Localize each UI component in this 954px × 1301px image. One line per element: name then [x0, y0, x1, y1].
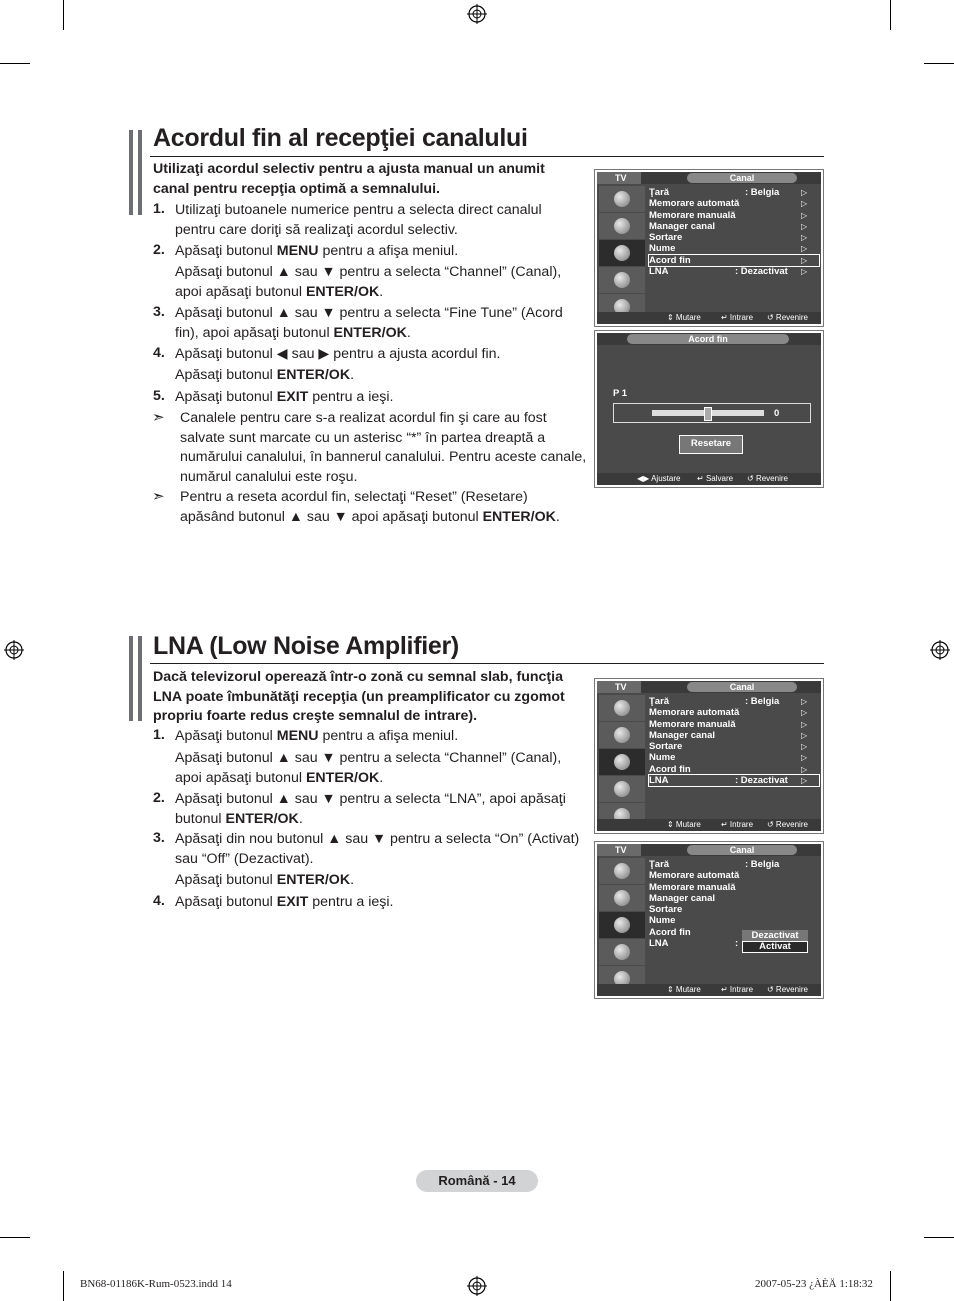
- step-number: 3.: [153, 830, 165, 846]
- note-text: Canalele pentru care s-a realizat acordul fin şi care au fost: [180, 410, 547, 426]
- arrow-right-icon: ▷: [801, 697, 808, 706]
- intro-line: Dacă televizorul operează într-o zonă cu semnal slab, funcţia: [153, 669, 563, 685]
- back-hint: ↺ Revenire: [767, 985, 808, 994]
- arrow-right-icon: ▷: [801, 764, 808, 774]
- osd-footer: [597, 819, 821, 831]
- step-text: Apăsaţi butonul ENTER/OK.: [175, 367, 355, 383]
- intro-line: propriu foarte redus creşte semnalul de intrare).: [153, 708, 478, 724]
- option-off[interactable]: Dezactivat: [742, 930, 808, 941]
- osd-footer: [597, 312, 821, 324]
- note-text: salvate sunt marcate cu un asterisc “*” în partea dreaptă a: [180, 429, 546, 446]
- intro-line: LNA poate îmbunătăţi recepţia (un preamplificator cu zgomot: [153, 688, 565, 705]
- osd-menu-item[interactable]: Memorare manuală ▷: [649, 718, 808, 730]
- osd-menu-item[interactable]: Memorare manuală ▷: [649, 209, 808, 221]
- section-rule: [150, 156, 824, 157]
- registration-mark-icon: [467, 4, 487, 24]
- menu-category-icon[interactable]: [599, 240, 645, 266]
- registration-mark-icon: [467, 1276, 487, 1296]
- arrow-right-icon: ▷: [801, 753, 808, 763]
- tv-label: TV: [597, 172, 641, 184]
- crop-mark: [63, 0, 64, 30]
- section-title: LNA (Low Noise Amplifier): [153, 632, 459, 660]
- osd-menu-item[interactable]: Acord fin ▷: [649, 255, 819, 266]
- note-text: apăsând butonul ▲ sau ▼ apoi apăsaţi butonul ENTER/OK.: [180, 508, 560, 525]
- back-hint: ↺ Revenire: [767, 313, 808, 322]
- move-hint: ⇕ Mutare: [667, 313, 701, 322]
- note-text: numărului canalului, în bannerul canalului. Pentru aceste canale,: [180, 449, 587, 465]
- crop-mark: [890, 0, 891, 30]
- enter-hint: ↵ Intrare: [721, 820, 754, 829]
- reset-button[interactable]: Resetare: [679, 435, 743, 454]
- osd-menu-item[interactable]: Manager canal ▷: [649, 729, 808, 741]
- step-text: apoi apăsaţi butonul ENTER/OK.: [175, 769, 384, 786]
- osd-menu-item[interactable]: Manager canal ▷: [649, 220, 808, 232]
- tv-label: TV: [597, 844, 641, 856]
- step-number: 1.: [153, 201, 165, 217]
- step-text: Apăsaţi butonul MENU pentru a afişa meniul.: [175, 243, 459, 259]
- osd-menu-item[interactable]: Acord fin: [649, 926, 691, 938]
- osd-title: Canal: [687, 682, 797, 692]
- arrow-right-icon: ▷: [801, 233, 808, 243]
- save-hint: ↵ Salvare: [697, 474, 734, 483]
- fine-tune-slider-box[interactable]: [613, 403, 811, 423]
- crop-mark: [924, 63, 954, 64]
- note-icon: ➣: [152, 409, 165, 426]
- menu-category-icon[interactable]: [599, 267, 645, 293]
- osd-menu-item[interactable]: Memorare manuală: [649, 881, 736, 893]
- osd-menu-item[interactable]: Sortare ▷: [649, 741, 808, 753]
- crop-mark: [924, 1237, 954, 1238]
- move-hint: ⇕ Mutare: [667, 820, 701, 829]
- osd-footer: [597, 473, 821, 485]
- move-hint: ⇕ Mutare: [667, 985, 701, 994]
- step-text: fin), apoi apăsaţi butonul ENTER/OK.: [175, 324, 411, 341]
- arrow-right-icon: ▷: [801, 221, 808, 231]
- step-text: sau “Off” (Dezactivat).: [175, 850, 314, 867]
- osd-title: Canal: [687, 173, 797, 183]
- menu-category-icon[interactable]: [599, 695, 645, 721]
- step-text: Apăsaţi butonul EXIT pentru a ieşi.: [175, 389, 394, 405]
- menu-category-icon[interactable]: [599, 749, 645, 775]
- crop-mark: [890, 1271, 891, 1301]
- channel-number: P 1: [613, 388, 628, 399]
- back-hint: ↺ Revenire: [767, 820, 808, 829]
- registration-mark-icon: [4, 640, 24, 660]
- step-text: Apăsaţi butonul ▲ sau ▼ pentru a selecta “Fine Tune” (Acord: [175, 305, 563, 321]
- osd-channel-menu-lna: [594, 678, 824, 834]
- step-text: Apăsaţi butonul MENU pentru a afişa meniul.: [175, 728, 459, 744]
- osd-menu-item[interactable]: Memorare automată: [649, 870, 740, 882]
- section-bar: [138, 130, 142, 215]
- file-slug: BN68-01186K-Rum-0523.indd 14: [80, 1278, 232, 1290]
- step-text: butonul ENTER/OK.: [175, 810, 303, 827]
- step-text: Apăsaţi butonul ▲ sau ▼ pentru a selecta “LNA”, apoi apăsaţi: [175, 791, 566, 807]
- step-number: 3.: [153, 304, 165, 320]
- section-title: Acordul fin al recepţiei canalului: [153, 124, 528, 152]
- osd-lna-options: [594, 841, 824, 999]
- arrow-right-icon: ▷: [801, 255, 808, 265]
- enter-hint: ↵ Intrare: [721, 313, 754, 322]
- step-number: 2.: [153, 790, 165, 806]
- osd-menu-item[interactable]: Memorare automată ▷: [649, 707, 808, 719]
- osd-menu-item[interactable]: Nume ▷: [649, 752, 808, 764]
- menu-category-icon[interactable]: [599, 939, 645, 965]
- osd-menu-item[interactable]: Ţară : Belgia: [649, 859, 780, 870]
- step-number: 4.: [153, 893, 165, 909]
- section-bar: [129, 130, 133, 215]
- osd-menu-item[interactable]: Manager canal: [649, 892, 715, 904]
- slider-handle[interactable]: [704, 407, 712, 421]
- step-number: 5.: [153, 388, 165, 404]
- step-number: 2.: [153, 242, 165, 258]
- osd-fine-tune: [594, 330, 824, 488]
- arrow-right-icon: ▷: [801, 267, 808, 277]
- menu-category-icon[interactable]: [599, 885, 645, 911]
- osd-menu-item[interactable]: Sortare: [649, 904, 683, 916]
- step-number: 4.: [153, 345, 165, 361]
- section-intro: Utilizaţi acordul selectiv pentru a ajusta manual un anumit canal pentru recepţia optimă a semnalului.: [153, 161, 545, 197]
- date-slug: 2007-05-23 ¿ÀÈÄ 1:18:32: [755, 1278, 873, 1290]
- page-number: Română - 14: [416, 1170, 538, 1192]
- osd-menu-item[interactable]: LNA : Dezactivat ▷: [649, 266, 808, 278]
- note-icon: ➣: [152, 488, 165, 505]
- menu-category-icon[interactable]: [599, 858, 645, 884]
- step-text: Apăsaţi butonul ▲ sau ▼ pentru a selecta “Channel” (Canal),: [175, 264, 562, 280]
- menu-category-icon[interactable]: [599, 776, 645, 802]
- osd-menu-item[interactable]: LNA :: [649, 938, 739, 950]
- step-number: 1.: [153, 727, 165, 743]
- section-bar: [129, 636, 133, 721]
- note-text: Pentru a reseta acordul fin, selectaţi “Reset” (Resetare): [180, 489, 528, 505]
- osd-menu-item[interactable]: Nume ▷: [649, 243, 808, 255]
- step-text: Apăsaţi butonul EXIT pentru a ieşi.: [175, 894, 394, 910]
- option-on[interactable]: Activat: [742, 941, 808, 953]
- arrow-right-icon: ▷: [801, 742, 808, 752]
- step-text: Utilizaţi butoanele numerice pentru a selecta direct canalul: [175, 202, 542, 218]
- osd-menu-item[interactable]: Acord fin ▷: [649, 763, 808, 775]
- menu-category-icon[interactable]: [599, 722, 645, 748]
- osd-menu-item[interactable]: LNA : Dezactivat ▷: [649, 775, 819, 786]
- arrow-right-icon: ▷: [801, 719, 808, 729]
- step-text: Apăsaţi butonul ENTER/OK.: [175, 872, 355, 888]
- osd-menu-item[interactable]: Memorare automată ▷: [649, 198, 808, 210]
- arrow-right-icon: ▷: [801, 730, 808, 740]
- osd-title: Acord fin: [627, 334, 789, 344]
- menu-category-icon[interactable]: [599, 186, 645, 212]
- crop-mark: [0, 63, 30, 64]
- menu-category-icon[interactable]: [599, 912, 645, 938]
- osd-menu-item[interactable]: Ţară : Belgia ▷: [649, 696, 808, 707]
- osd-footer: [597, 984, 821, 996]
- section-bar: [138, 636, 142, 721]
- osd-title: Canal: [687, 845, 797, 855]
- step-text: pentru care doriţi să realizaţi acordul selectiv.: [175, 221, 458, 238]
- osd-menu-item[interactable]: Ţară : Belgia ▷: [649, 187, 808, 198]
- back-hint: ↺ Revenire: [747, 474, 788, 483]
- enter-hint: ↵ Intrare: [721, 985, 754, 994]
- arrow-right-icon: ▷: [801, 708, 808, 718]
- note-text: numărul canalului este roşu.: [180, 468, 358, 485]
- lna-dropdown[interactable]: [742, 930, 808, 953]
- adjust-hint: ◀▶ Ajustare: [637, 474, 681, 483]
- fine-tune-slider[interactable]: [652, 410, 764, 416]
- osd-menu-item[interactable]: Sortare ▷: [649, 232, 808, 244]
- arrow-right-icon: ▷: [801, 188, 808, 197]
- step-text: Apăsaţi butonul ▲ sau ▼ pentru a selecta “Channel” (Canal),: [175, 750, 562, 766]
- step-text: Apăsaţi din nou butonul ▲ sau ▼ pentru a selecta “On” (Activat): [175, 831, 580, 847]
- osd-menu-item[interactable]: Nume: [649, 915, 676, 927]
- arrow-right-icon: ▷: [801, 210, 808, 220]
- registration-mark-icon: [930, 640, 950, 660]
- section-rule: [150, 663, 824, 664]
- step-text: apoi apăsaţi butonul ENTER/OK.: [175, 283, 384, 300]
- crop-mark: [0, 1237, 30, 1238]
- menu-category-icon[interactable]: [599, 213, 645, 239]
- arrow-right-icon: ▷: [801, 199, 808, 209]
- step-text: Apăsaţi butonul ◀ sau ▶ pentru a ajusta acordul fin.: [175, 346, 501, 362]
- tv-label: TV: [597, 681, 641, 693]
- arrow-right-icon: ▷: [801, 244, 808, 254]
- osd-channel-menu: [594, 169, 824, 327]
- crop-mark: [63, 1271, 64, 1301]
- fine-tune-value: 0: [774, 408, 780, 419]
- arrow-right-icon: ▷: [801, 776, 808, 786]
